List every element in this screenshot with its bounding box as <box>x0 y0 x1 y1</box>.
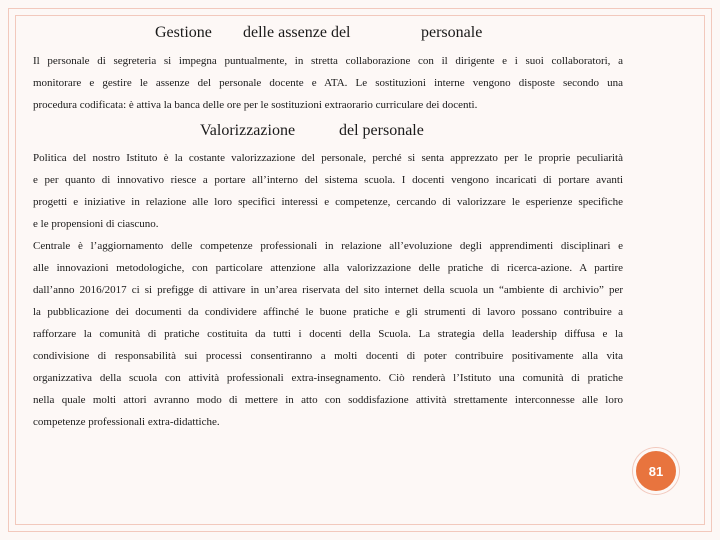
text-line: e le propensioni di ciascuno. <box>33 218 159 230</box>
heading-gestione-assenze <box>33 24 623 46</box>
text-line: dall’anno 2016/2017 ci si prefigge di attivare in un’area riservata del sito internet della scuola un “ambiente di archivio” per <box>33 284 623 296</box>
document-page <box>33 24 623 433</box>
paragraph-valorizzazione-1 <box>33 147 623 235</box>
paragraph-valorizzazione-2 <box>33 235 623 433</box>
paragraph-assenze <box>33 50 623 116</box>
text-line: monitorare e gestire le assenze del personale docente e ATA. Le sostituzioni interne vengono disposte secondo una <box>33 77 623 89</box>
text-line: organizzativa della scuola con attività professionali extra-insegnamento. Ciò renderà l’Istituto una comunità di pratiche <box>33 372 623 384</box>
text-line: la pubblicazione dei documenti da condividere affinché le buone pratiche e gli strumenti di lavoro possano contribuire a <box>33 306 623 318</box>
text-line: Politica del nostro Istituto è la costante valorizzazione del personale, perché si senta apprezzato per le proprie peculiarità <box>33 152 623 164</box>
text-line: alle innovazioni metodologiche, con particolare attenzione alla valorizzazione delle pratiche di ricerca-azione. A partire <box>33 262 623 274</box>
text-line: Il personale di segreteria si impegna puntualmente, in stretta collaborazione con il dirigente e i suoi collaboratori, a <box>33 55 623 67</box>
text-line: e per quanto di innovativo riesce a portare all’interno del sistema scuola. I docenti vengono incaricati di portare avanti <box>33 174 623 186</box>
text-line: competenze professionali extra-didattiche. <box>33 416 220 428</box>
heading-valorizzazione <box>33 122 623 144</box>
heading-part: del personale <box>339 122 424 139</box>
heading-part: personale <box>421 24 483 41</box>
text-line: Centrale è l’aggiornamento delle competenze professionali in relazione all’evoluzione degli apprendimenti disciplinari e <box>33 240 623 252</box>
text-line: nella quale molti attori avranno modo di mettere in atto con soddisfazione attività strettamente interconnesse alle loro <box>33 394 623 406</box>
text-line: rafforzare la comunità di pratiche costituita da tutti i docenti della Scuola. La strategia della leadership diffusa e la <box>33 328 623 340</box>
text-line: condivisione di responsabilità sui processi consentiranno a molti docenti di poter contribuire positivamente alla vita <box>33 350 623 362</box>
heading-part: Valorizzazione <box>200 122 296 139</box>
heading-part: Gestione <box>155 24 212 41</box>
heading-part: delle assenze del <box>243 24 351 41</box>
page-number-badge: 81 <box>633 448 679 494</box>
text-line: procedura codificata: è attiva la banca delle ore per le sostituzioni extraorario curriculare dei docenti. <box>33 99 478 111</box>
text-line: progetti e iniziative in relazione alle loro specifici interessi e competenze, cercando di valorizzare le esperienze specifiche <box>33 196 623 208</box>
